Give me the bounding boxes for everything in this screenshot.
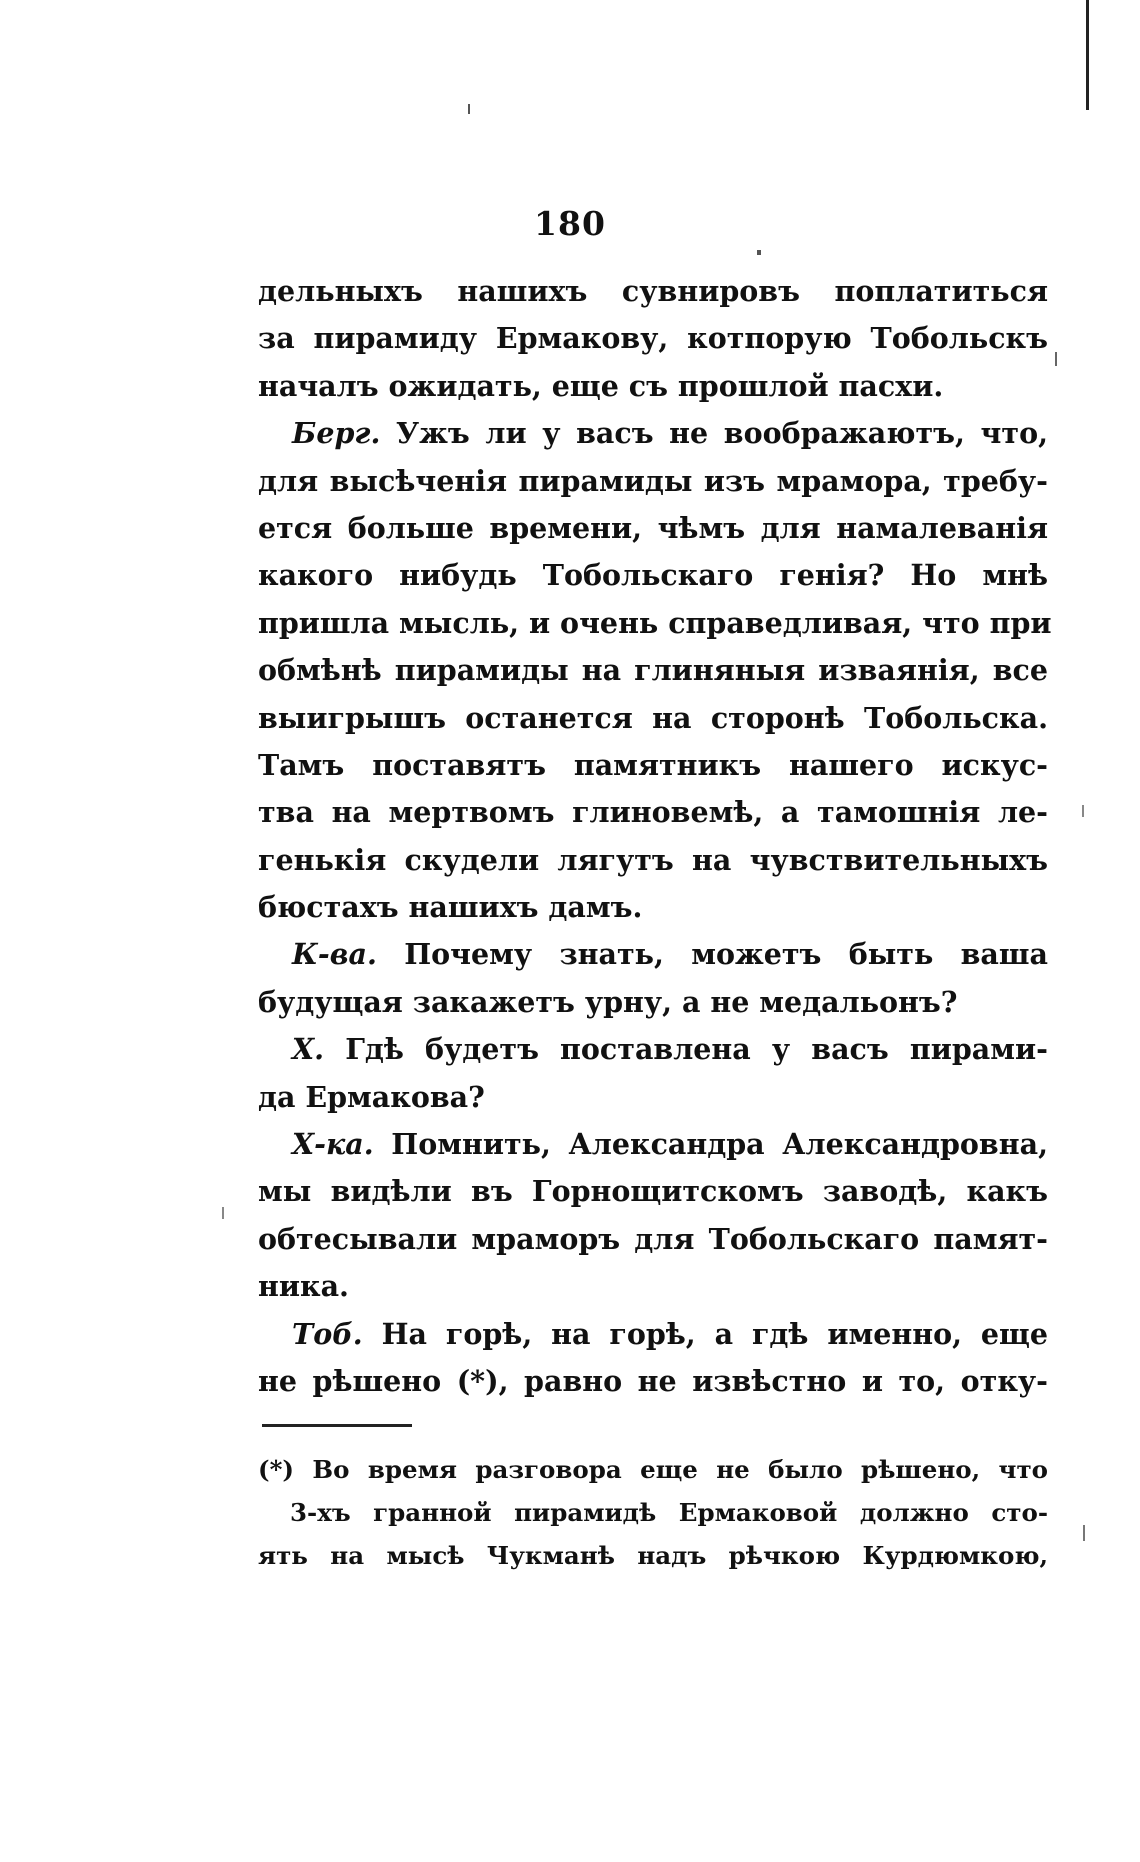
- scan-speck: [757, 250, 761, 255]
- text-line: для высѣченія пирамиды изъ мрамора, требу-: [258, 463, 1048, 498]
- speech-text: Помнить, Александра Александровна,: [391, 1127, 1048, 1162]
- footnote-line: 3-хъ гранной пирамидѣ Ермаковой должно сто-: [290, 1498, 1048, 1527]
- text-line: началъ ожидать, еще съ прошлой пасхи.: [258, 368, 944, 403]
- speech-text: Почему знать, можетъ быть ваша: [404, 937, 1048, 972]
- speaker-tob: Тоб.: [292, 1316, 363, 1351]
- text-line: ника.: [258, 1269, 349, 1304]
- speech-text: На горѣ, на горѣ, а гдѣ именно, еще: [381, 1316, 1048, 1351]
- text-line: бюстахъ нашихъ дамъ.: [258, 890, 643, 925]
- speech-kh-first-line: [258, 1026, 1048, 1073]
- text-line: ется больше времени, чѣмъ для намалеванія: [258, 510, 1048, 545]
- main-text: [258, 268, 1052, 1405]
- speaker-kva: К-ва.: [292, 937, 377, 972]
- speech-tob-first-line: [258, 1311, 1048, 1358]
- scan-speck: [1055, 352, 1057, 366]
- speaker-kh: Х.: [292, 1032, 325, 1067]
- text-line: обмѣнѣ пирамиды на глиняныя изваянія, все: [258, 653, 1048, 688]
- scan-speck: [468, 104, 470, 114]
- footnote: [258, 1448, 1048, 1577]
- speaker-berg: Берг.: [292, 416, 381, 451]
- speech-berg-first-line: [258, 410, 1048, 457]
- text-line: какого нибудь Тобольскаго генія? Но мнѣ: [258, 558, 1048, 593]
- scan-speck: [1082, 805, 1084, 817]
- scan-speck: [1083, 1525, 1085, 1541]
- text-line: пришла мысль, и очень справедливая, что при: [258, 605, 1052, 640]
- footnote-divider: [262, 1424, 412, 1427]
- speech-khka-first-line: [258, 1121, 1048, 1168]
- footnote-line: (*) Во время разговора еще не было рѣшено, что: [258, 1455, 1048, 1484]
- text-line: не рѣшено (*), равно не извѣстно и то, отку-: [258, 1363, 1048, 1398]
- speech-text: Гдѣ будетъ поставлена у васъ пирами-: [345, 1032, 1048, 1067]
- scan-edge-mark: [1086, 0, 1089, 110]
- text-line: за пирамиду Ермакову, котпорую Тобольскъ: [258, 321, 1048, 356]
- text-line: да Ермакова?: [258, 1079, 485, 1114]
- scan-speck: [222, 1207, 224, 1219]
- text-line: мы видѣли въ Горнощитскомъ заводѣ, какъ: [258, 1174, 1048, 1209]
- text-line: выигрышъ останется на сторонѣ Тобольска.: [258, 700, 1048, 735]
- speech-kva-first-line: [258, 931, 1048, 978]
- text-line: тва на мертвомъ глиновемѣ, а тамошнія ле-: [258, 795, 1048, 830]
- page-number: 180: [534, 204, 606, 243]
- text-line: Тамъ поставятъ памятникъ нашего искус-: [258, 747, 1048, 782]
- text-line: дельныхъ нашихъ сувнировъ поплатиться: [258, 274, 1048, 308]
- speech-text: Ужъ ли у васъ не воображаютъ, что,: [396, 416, 1048, 451]
- speaker-khka: Х-ка.: [292, 1127, 374, 1162]
- text-line: будущая закажетъ урну, а не медальонъ?: [258, 984, 958, 1019]
- text-line: обтесывали мраморъ для Тобольскаго памят-: [258, 1221, 1048, 1256]
- text-line: генькія скудели лягутъ на чувствительныхъ: [258, 842, 1048, 877]
- footnote-line: ять на мысѣ Чукманѣ надъ рѣчкою Курдюмкою,: [258, 1541, 1048, 1570]
